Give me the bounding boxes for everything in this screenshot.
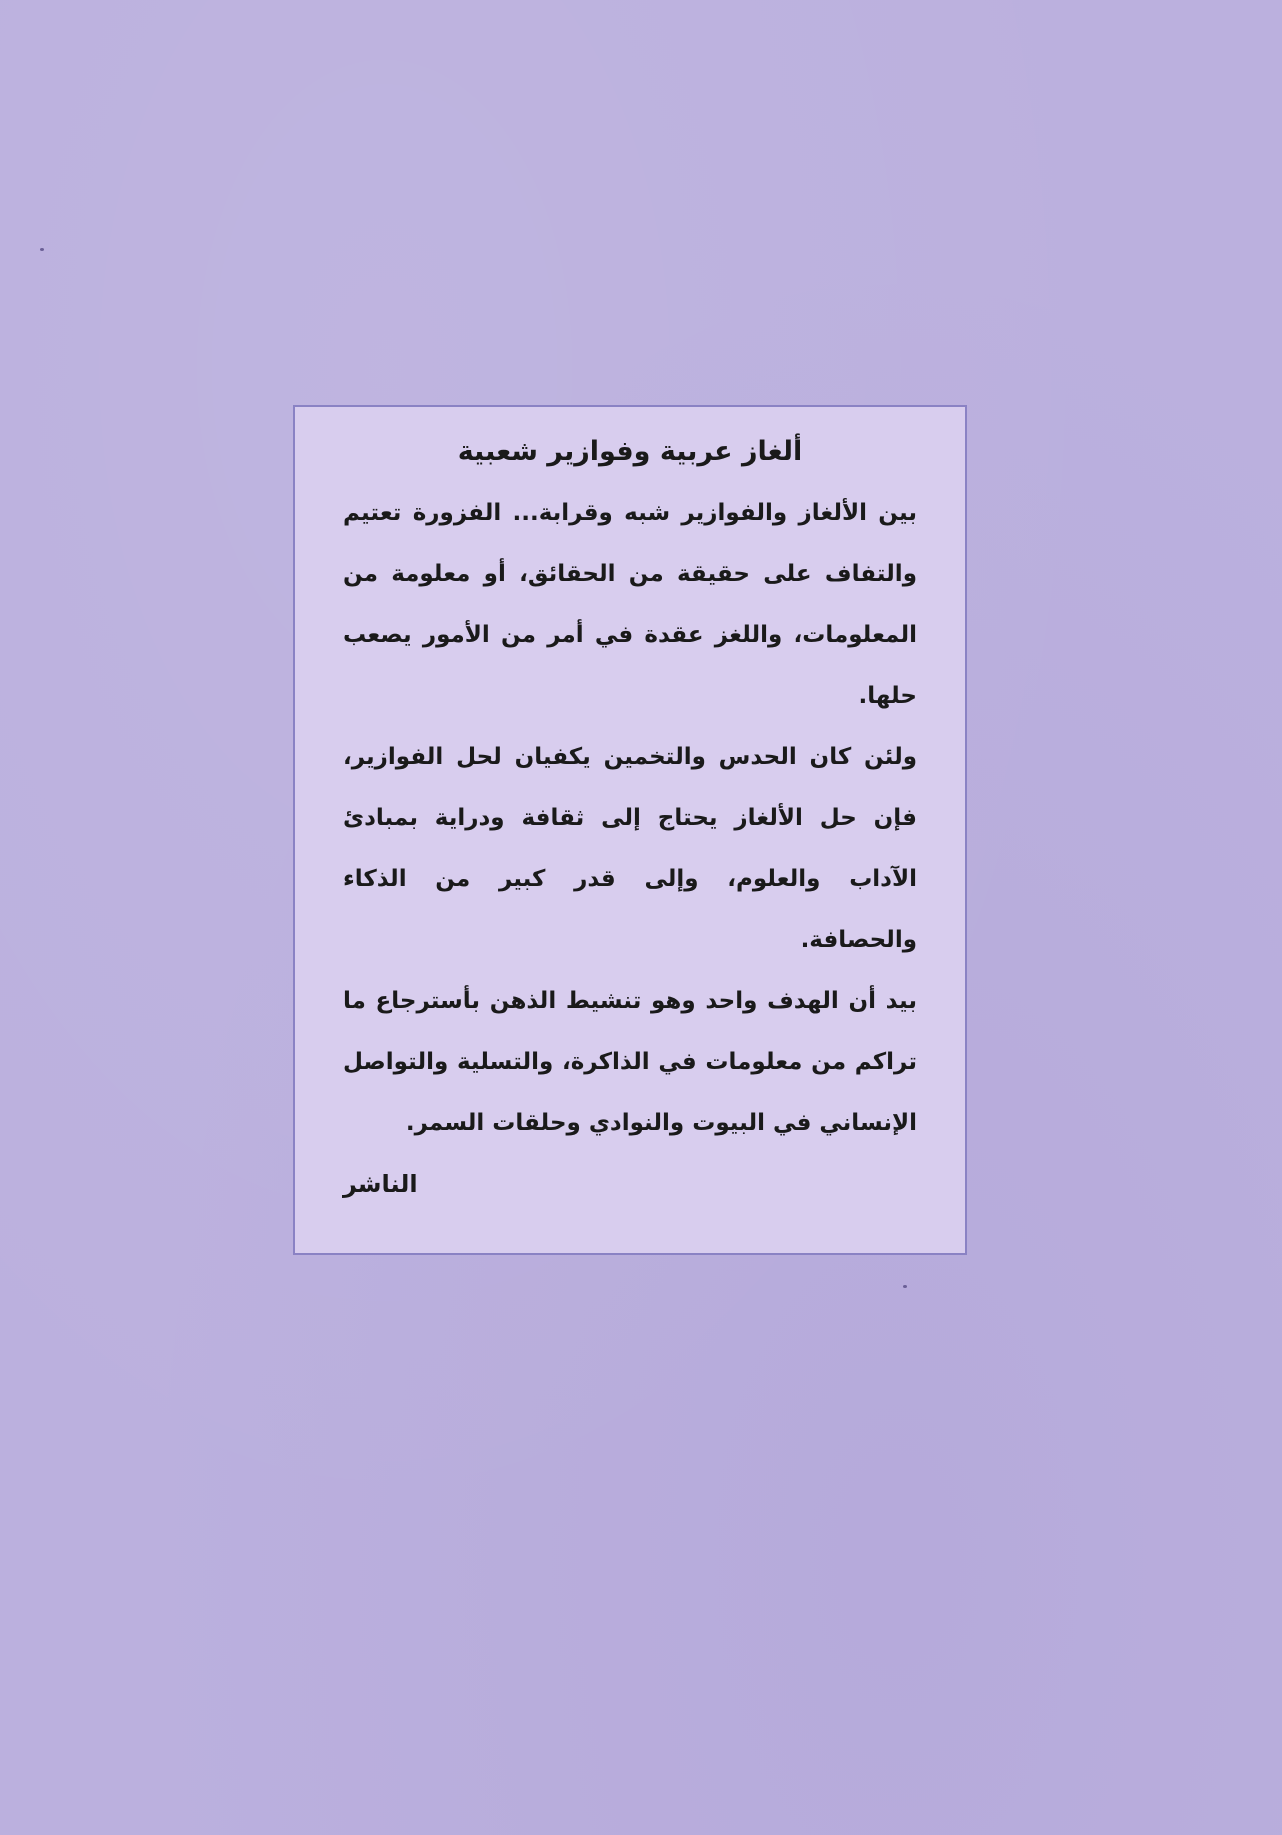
print-speck (903, 1285, 907, 1288)
blurb-paragraph-2: ولئن كان الحدس والتخمين يكفيان لحل الفوازير، فإن حل الألغاز يحتاج إلى ثقافة ودراية بمبادئ الآداب والعلوم، وإلى قدر كبير من الذكاء والحصافة. (343, 744, 917, 953)
blurb-paragraph-3: بيد أن الهدف واحد وهو تنشيط الذهن بأسترجاع ما تراكم من معلومات في الذاكرة، والتسلية والتواصل الإنساني في البيوت والنوادي وحلقات السمر. (343, 988, 917, 1136)
blurb-paragraph-1: بين الألغاز والفوازير شبه وقرابة... الفزورة تعتيم والتفاف على حقيقة من الحقائق، أو معلومة من المعلومات، واللغز عقدة في أمر من الأمور يصعب حلها. (343, 500, 917, 709)
blurb-title: ألغاز عربية وفوازير شعبية (457, 436, 803, 467)
print-speck (40, 248, 44, 251)
publisher-signature: الناشر (343, 1170, 418, 1198)
blurb-box (293, 405, 967, 1255)
